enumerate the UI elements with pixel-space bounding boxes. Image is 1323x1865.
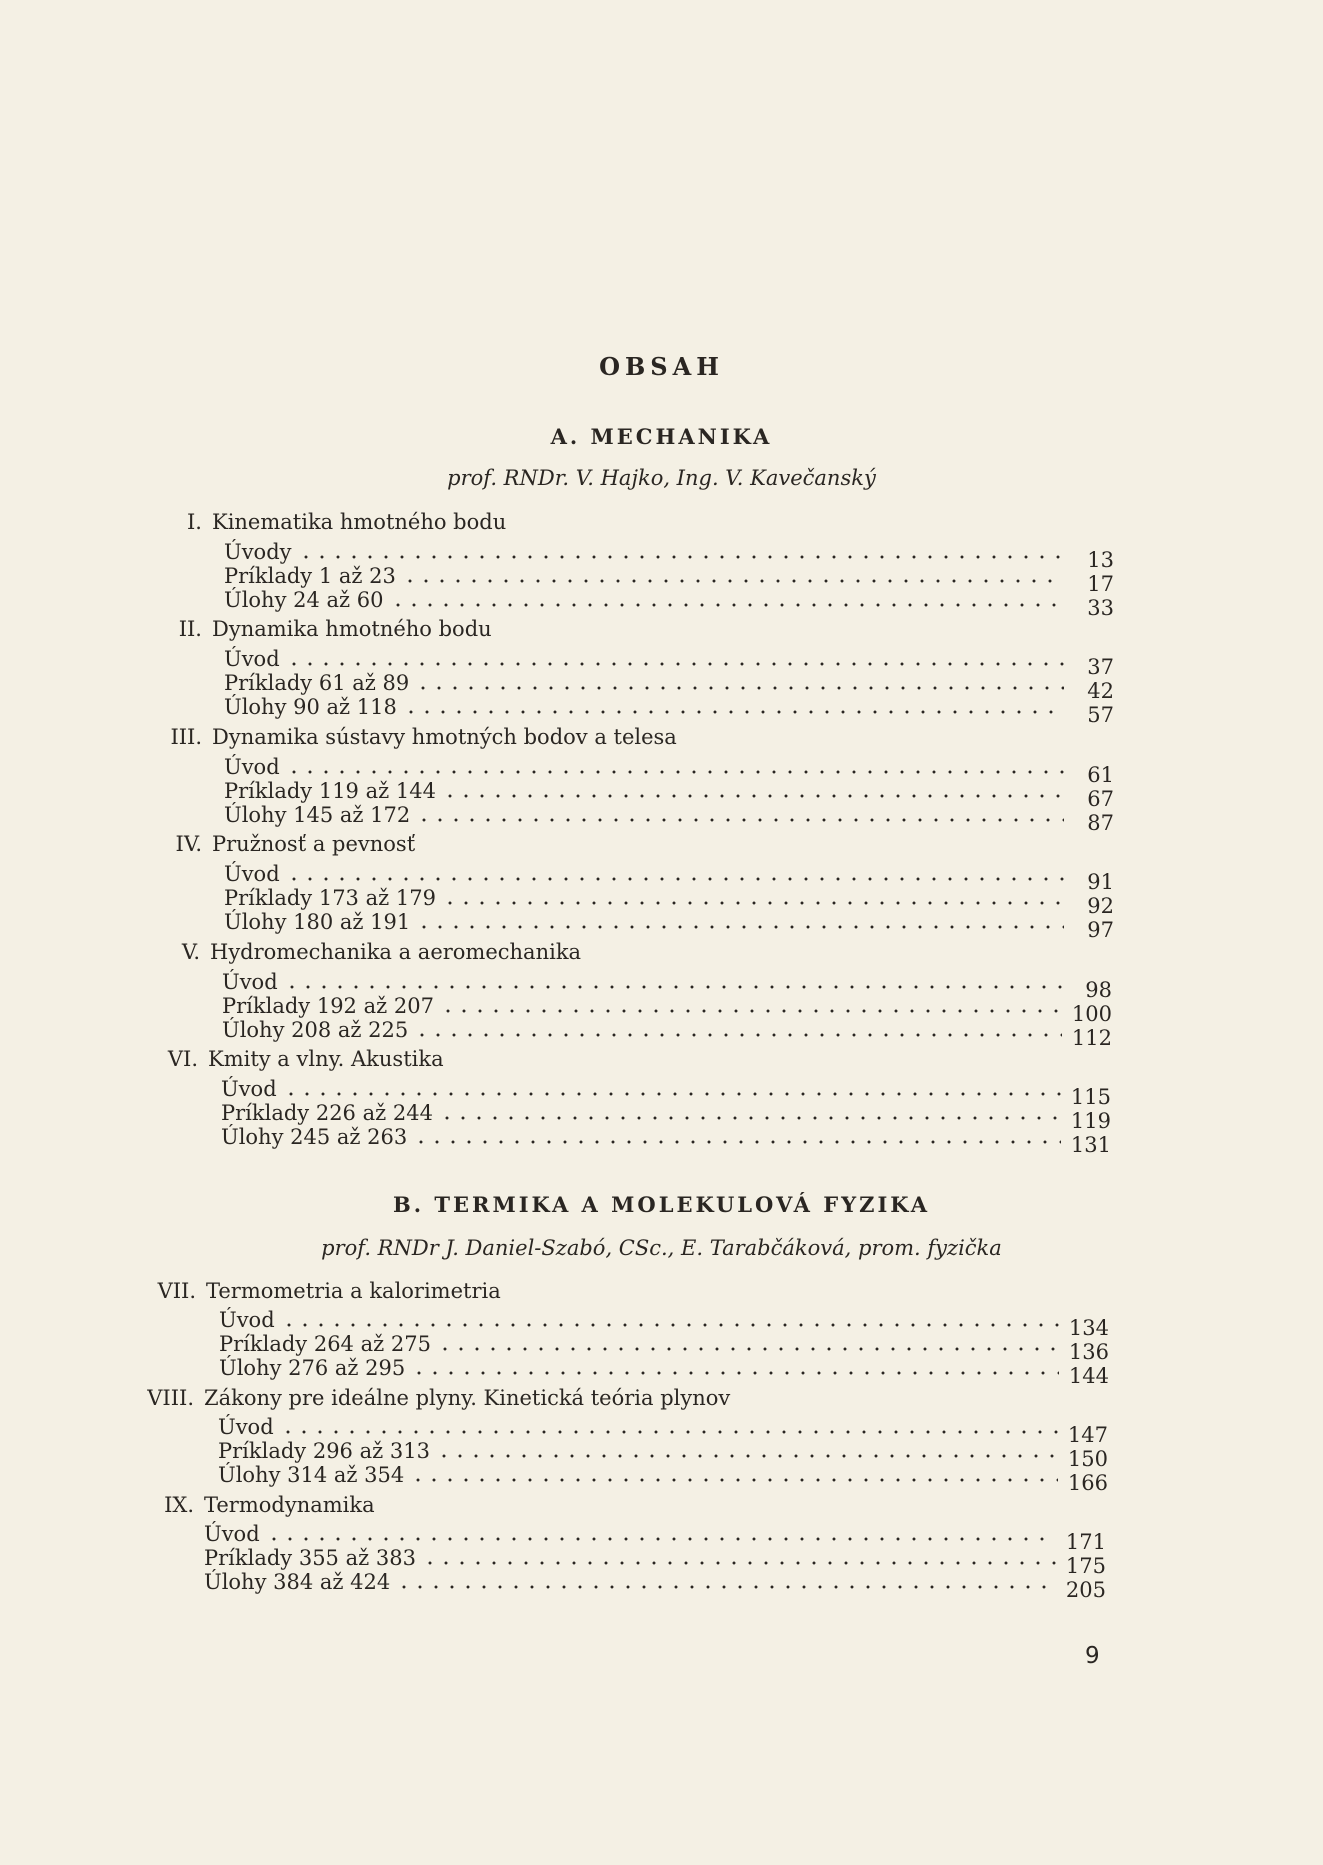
entry-page-number: 98 <box>1085 978 1112 1002</box>
entry-page-number: 112 <box>1071 1026 1112 1050</box>
entry-page-number: 166 <box>1067 1471 1108 1495</box>
toc-entry <box>224 779 1114 811</box>
dot-leader <box>422 1561 1056 1565</box>
section-title-termika: B. TERMIKA A MOLEKULOVÁ FYZIKA <box>393 1192 930 1217</box>
chapter-heading <box>170 725 677 749</box>
toc-entry <box>224 862 1114 894</box>
entry-label: Úvod <box>224 755 280 779</box>
toc-entry <box>221 1101 1111 1133</box>
toc-entry <box>222 970 1112 1002</box>
entry-page-number: 57 <box>1087 703 1114 727</box>
toc-entry <box>219 1356 1109 1388</box>
toc-entry <box>222 1018 1112 1050</box>
dot-leader <box>439 1116 1061 1120</box>
entry-page-number: 87 <box>1087 811 1114 835</box>
toc-entry <box>219 1308 1109 1340</box>
toc-entry <box>221 1077 1111 1109</box>
entry-page-number: 37 <box>1087 655 1114 679</box>
entry-label: Úlohy 208 až 225 <box>222 1018 409 1042</box>
entry-label: Úlohy 314 až 354 <box>218 1463 405 1487</box>
entry-label: Úvody <box>224 540 292 564</box>
entry-label: Úvod <box>224 862 280 886</box>
dot-leader <box>413 1140 1061 1144</box>
dot-leader <box>390 603 1065 607</box>
toc-entry <box>204 1570 1106 1602</box>
entry-label: Úvod <box>221 1077 277 1101</box>
entry-label: Príklady 355 až 383 <box>204 1546 416 1570</box>
dot-leader <box>396 1585 1056 1589</box>
entry-label: Úlohy 276 až 295 <box>219 1356 406 1380</box>
toc-entry <box>224 540 1114 572</box>
entry-label: Úlohy 90 až 118 <box>224 695 397 719</box>
dot-leader <box>416 818 1064 822</box>
page-number: 9 <box>1085 1643 1100 1669</box>
dot-leader <box>266 1537 1056 1541</box>
toc-entry <box>224 564 1114 596</box>
toc-entry <box>222 994 1112 1026</box>
entry-page-number: 91 <box>1087 870 1114 894</box>
dot-leader <box>286 877 1064 881</box>
entry-page-number: 175 <box>1065 1554 1106 1578</box>
dot-leader <box>414 1033 1062 1037</box>
toc-entry <box>224 588 1114 620</box>
entry-page-number: 134 <box>1068 1316 1109 1340</box>
entry-label: Úlohy 384 až 424 <box>204 1570 391 1594</box>
dot-leader <box>280 1430 1058 1434</box>
entry-label: Úlohy 180 až 191 <box>224 910 411 934</box>
chapter-title: Kmity a vlny. Akustika <box>208 1047 444 1071</box>
dot-leader <box>403 710 1064 714</box>
toc-entry <box>204 1546 1106 1578</box>
entry-label: Príklady 173 až 179 <box>224 886 436 910</box>
entry-page-number: 13 <box>1087 548 1114 572</box>
toc-entry <box>204 1522 1106 1554</box>
dot-leader <box>411 1371 1059 1375</box>
entry-label: Úlohy 245 až 263 <box>221 1125 408 1149</box>
entry-label: Úlohy 145 až 172 <box>224 803 411 827</box>
chapter-title: Dynamika hmotného bodu <box>212 617 492 641</box>
chapter-title: Kinematika hmotného bodu <box>212 510 507 534</box>
entry-page-number: 33 <box>1087 596 1114 620</box>
entry-page-number: 205 <box>1065 1578 1106 1602</box>
section-authors-mechanika: prof. RNDr. V. Hajko, Ing. V. Kavečanský <box>447 466 876 490</box>
entry-page-number: 92 <box>1087 894 1114 918</box>
entry-label: Úlohy 24 až 60 <box>224 588 384 612</box>
toc-entry <box>224 910 1114 942</box>
section-title-mechanika: A. MECHANIKA <box>550 424 773 449</box>
entry-label: Príklady 296 až 313 <box>218 1439 430 1463</box>
entry-page-number: 136 <box>1068 1340 1109 1364</box>
page-title: OBSAH <box>599 352 724 381</box>
entry-label: Príklady 264 až 275 <box>219 1332 431 1356</box>
chapter-number: V. <box>181 940 200 964</box>
dot-leader <box>437 1347 1059 1351</box>
toc-entry <box>224 671 1114 703</box>
toc-entry <box>224 755 1114 787</box>
chapter-title: Dynamika sústavy hmotných bodov a telesa <box>212 725 677 749</box>
entry-page-number: 119 <box>1070 1109 1111 1133</box>
dot-leader <box>436 1454 1058 1458</box>
chapter-number: III. <box>170 725 202 749</box>
toc-entry <box>218 1415 1108 1447</box>
entry-label: Úvod <box>218 1415 274 1439</box>
chapter-heading <box>167 1047 444 1071</box>
entry-label: Príklady 192 až 207 <box>222 994 434 1018</box>
section-authors-termika: prof. RNDr J. Daniel-Szabó, CSc., E. Tarabčáková, prom. fyzička <box>321 1236 1002 1260</box>
entry-page-number: 100 <box>1071 1002 1112 1026</box>
chapter-heading <box>181 940 582 964</box>
chapter-title: Hydromechanika a aeromechanika <box>210 940 582 964</box>
dot-leader <box>415 686 1064 690</box>
dot-leader <box>440 1009 1062 1013</box>
entry-page-number: 144 <box>1068 1364 1109 1388</box>
chapter-number: I. <box>187 510 202 534</box>
chapter-number: VI. <box>167 1047 198 1071</box>
toc-entry <box>219 1332 1109 1364</box>
entry-label: Príklady 61 až 89 <box>224 671 410 695</box>
chapter-title: Pružnosť a pevnosť <box>212 832 416 856</box>
toc-entry <box>224 647 1114 679</box>
dot-leader <box>410 1478 1058 1482</box>
entry-label: Úvod <box>224 647 280 671</box>
chapter-heading <box>147 1386 731 1410</box>
chapter-title: Termodynamika <box>204 1493 375 1517</box>
entry-page-number: 147 <box>1067 1423 1108 1447</box>
entry-label: Úvod <box>219 1308 275 1332</box>
toc-entry <box>218 1463 1108 1495</box>
entry-page-number: 131 <box>1070 1133 1111 1157</box>
toc-entry <box>224 886 1114 918</box>
chapter-heading <box>164 1493 375 1517</box>
chapter-title: Termometria a kalorimetria <box>206 1279 501 1303</box>
chapter-title: Zákony pre ideálne plyny. Kinetická teória plynov <box>204 1386 731 1410</box>
dot-leader <box>283 1092 1061 1096</box>
entry-page-number: 171 <box>1065 1530 1106 1554</box>
dot-leader <box>286 770 1064 774</box>
toc-entry <box>218 1439 1108 1471</box>
dot-leader <box>416 925 1064 929</box>
entry-label: Úvod <box>222 970 278 994</box>
chapter-heading <box>175 832 416 856</box>
entry-page-number: 17 <box>1087 572 1114 596</box>
toc-entry <box>221 1125 1111 1157</box>
chapter-heading <box>187 510 507 534</box>
entry-label: Príklady 1 až 23 <box>224 564 396 588</box>
toc-entry <box>224 695 1114 727</box>
chapter-heading <box>178 617 492 641</box>
dot-leader <box>442 794 1064 798</box>
chapter-number: IV. <box>175 832 202 856</box>
entry-label: Príklady 226 až 244 <box>221 1101 433 1125</box>
dot-leader <box>286 662 1064 666</box>
dot-leader <box>402 579 1064 583</box>
entry-page-number: 97 <box>1087 918 1114 942</box>
chapter-number: II. <box>178 617 202 641</box>
dot-leader <box>284 985 1062 989</box>
toc-entry <box>224 803 1114 835</box>
entry-page-number: 150 <box>1067 1447 1108 1471</box>
chapter-heading <box>157 1279 501 1303</box>
chapter-number: VIII. <box>147 1386 194 1410</box>
dot-leader <box>442 901 1064 905</box>
dot-leader <box>298 555 1064 559</box>
entry-page-number: 42 <box>1087 679 1114 703</box>
dot-leader <box>281 1323 1059 1327</box>
chapter-number: IX. <box>164 1493 194 1517</box>
entry-label: Príklady 119 až 144 <box>224 779 436 803</box>
entry-page-number: 67 <box>1087 787 1114 811</box>
entry-page-number: 61 <box>1087 763 1114 787</box>
entry-label: Úvod <box>204 1522 260 1546</box>
entry-page-number: 115 <box>1070 1085 1111 1109</box>
chapter-number: VII. <box>157 1279 196 1303</box>
